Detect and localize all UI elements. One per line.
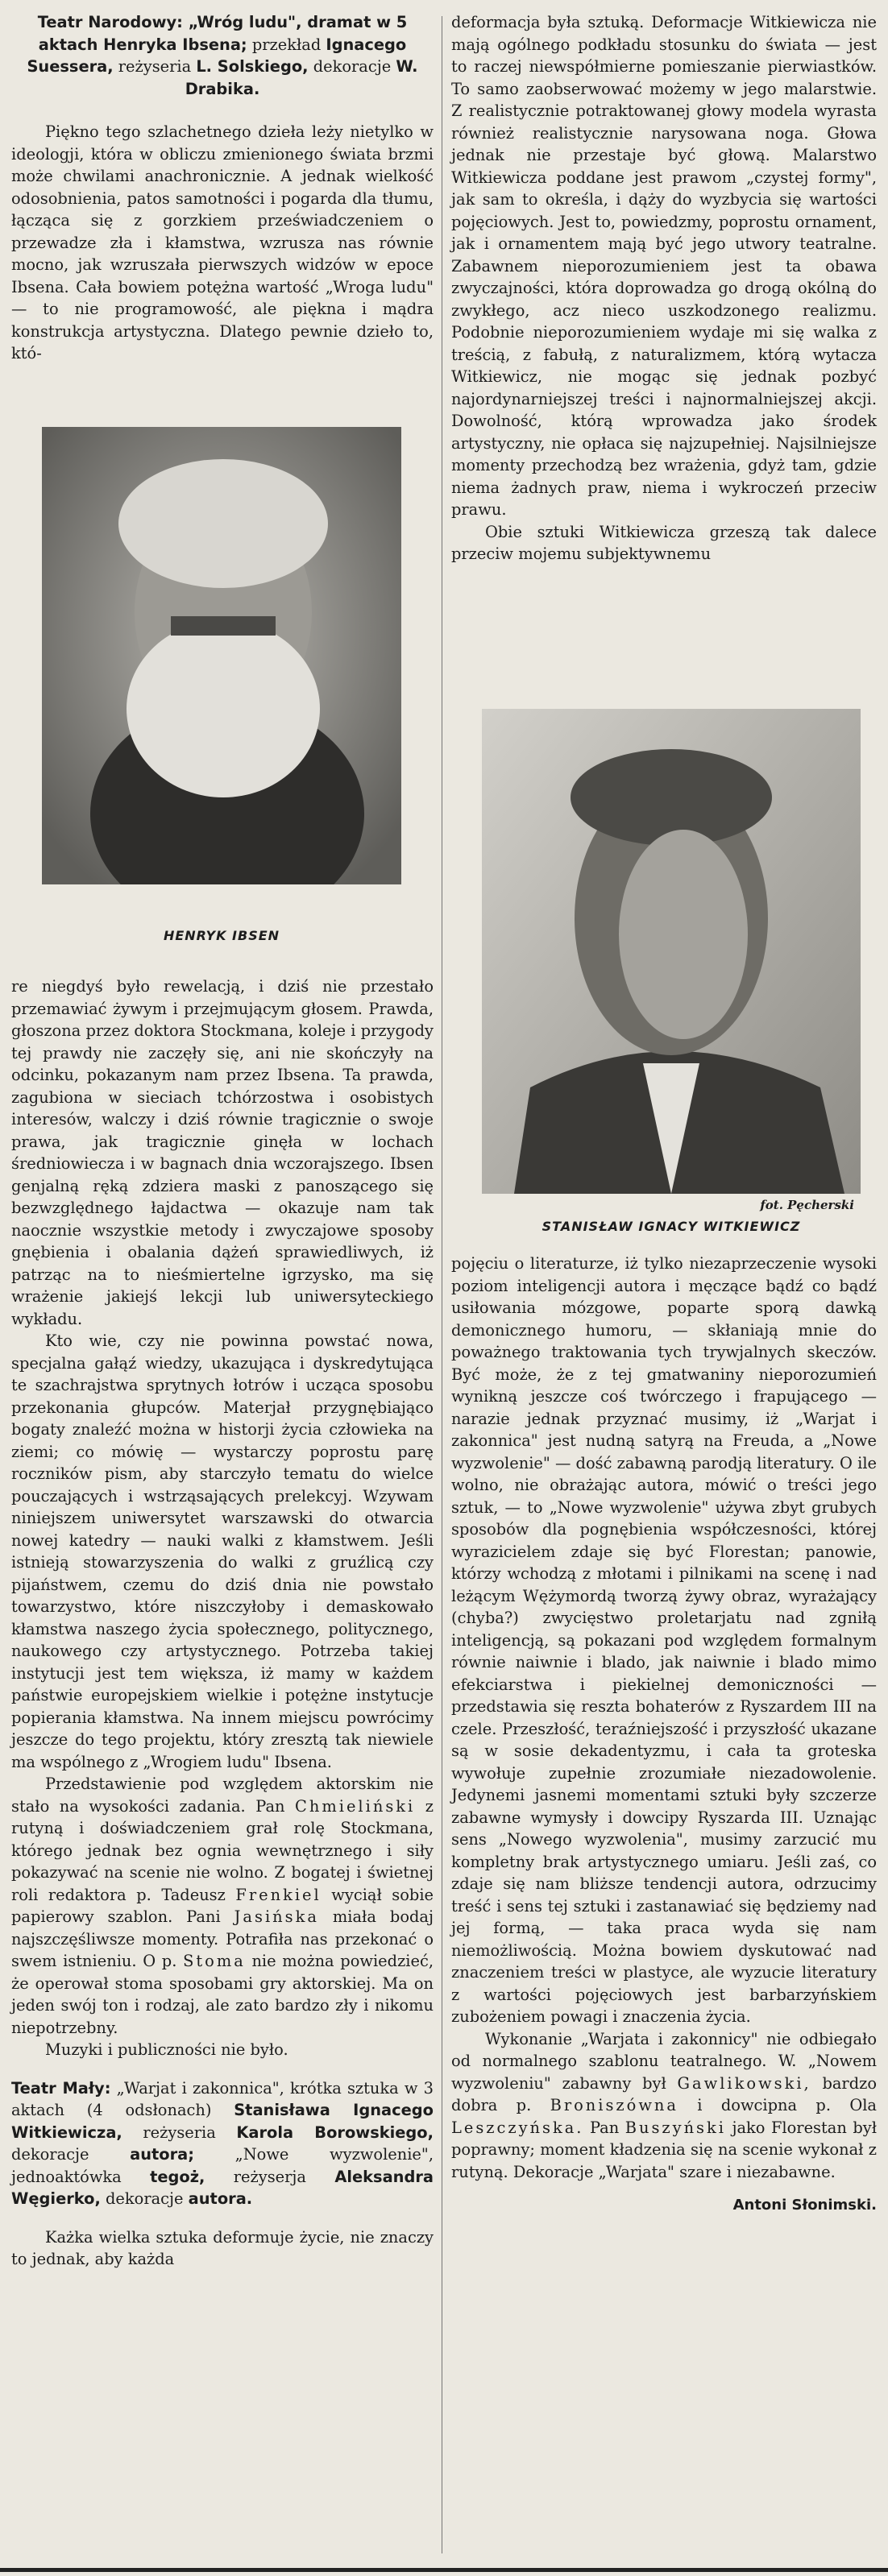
paragraph: Kto wie, czy nie powinna powstać nowa, specjalna gałąź wiedzy, ukazująca i dyskredytująca te szachrajstwa sprytnych łotrów i ucząca sposobu przekonania głupców. Materjał przygnębiająco bogaty znaleźć można w historji życia człowieka na ziemi; co mówię — wystarczy poprostu parę roczników pism, aby starczyło tematu do wielce pouczających i wstrząsających prelekcyj. Wzywam niniejszem uniwersytet warszawski do otwarcia nowej katedry — nauki walki z kłamstwem. Jeśli istnieją stowarzyszenia do walki z gruźlicą czy pijaństwem, czemu do dziś dnia nie powstało towarzystwo, które niszczyłoby i demaskowało kłamstwa naszego życia społecznego, politycznego, naukowego czy artystycznego. Potrzeba takiej instytucji jest tem większa, iż mamy w każdem państwie europejskiem wielkie i potężne instytucje popierania kłamstwa. Na innem miejscu powrócimy jeszcze do tego projektu, który zresztą tak niewiele ma wspólnego z „Wrogiem ludu" Ibsena. [11, 1331, 434, 1771]
photo-caption-ibsen: HENRYK IBSEN [163, 928, 280, 943]
paragraph: Każka wielka sztuka deformuje życie, nie znaczy to jednak, aby każda [11, 2227, 434, 2268]
paragraph: Obie sztuki Witkiewicza grzeszą tak dalece przeciw mojemu subjektywnemu [451, 522, 877, 563]
bottom-rule [0, 2568, 888, 2572]
paragraph: pojęciu o literaturze, iż tylko niezaprzeczenie wysoki poziom inteligencji autora i męczące bądź co bądź usiłowania mózgowe, poparte sporą dawką demonicznego humoru, — skłaniają mnie do poważnego traktowania tych trywjalnych skeczów. Być może, że z tej gmatwaniny nieporozumień wynikną jeszcze coś twórczego i frapującego — narazie jednak przyznać musimy, iż „Warjat i zakonnica" jest nudną satyrą na Freuda, a „Nowe wyzwolenie" — dość zabawną parodją literatury. O ile wolno, nie obrażając autora, mówić o treści jego sztuk, — to „Nowe wyzwolenie" używa zbyt grubych sposobów dla pognębienia współczesności, której wyrazicielem zdaje się być Florestan; panowie, którzy wchodzą z młotami i pilnikami na scenę i nad leżącym Wężymordą tworzą żywy obraz, wyrażający (chyba?) zwycięstwo proletarjatu nad zgniłą inteligencją, są pokazani pod względem formalnym równie naiwnie i blado, jak naiwnie i blado mimo efekciarstwa i piekielnej demoniczności — przedstawia się reszta bohaterów z Ryszardem III na czele. Przeszłość, teraźniejszość i przyszłość ukazane są w sosie dekadentyzmu, i cała ta groteska wywołuje zupełnie zrozumiałe niezadowolenie. Jedynemi jasnemi momentami sztuki były szczerze zabawne wymysły i dowcipy Ryszarda III. Uznając sens „Nowego wyzwolenia", musimy zarzucić mu kompletny brak artystycznego umiaru. Jeśli zaś, co zdaje się nam bliższe tendencji autora, odrzucimy treść i sens tej sztuki i zastanawiać się będziemy nad jej formą, — taka praca wyda się nam niemożliwością. Można bowiem dyskutować nad znaczeniem treści w plastyce, ale wyzucie literatury z wartości pojęciowych jest barbarzyńskiem zubożeniem powagi i znaczenia życia. [451, 1254, 877, 2026]
photo-caption-witkiewicz: STANISŁAW IGNACY WITKIEWICZ [542, 1219, 801, 1234]
column-left-bottom [11, 975, 434, 2271]
paragraph: re niegdyś było rewelacją, i dziś nie przestało przemawiać żywym i przejmującym głosem. Prawda, głoszona przez doktora Stockmana, koleje i przygody tej prawdy nie zaczęły się, ani nie skończyły na odcinku, pokazanym nam przez Ibsena. Ta prawda, zagubiona w sieciach tchórzostwa i osobistych interesów, walczy i dziś równie tragicznie o swoje prawa, jak tragicznie ginęła w lochach średniowiecza i w bagnach dnia wczorajszego. Ibsen genjalną ręką zdziera maski z panoszącego się bezwzględnego łajdactwa — okazuje nam tak naocznie wszystkie metody i zwyczajowe sposoby gnębienia i obalania dążeń sprawiedliwych, iż patrząc na to nieśmiertelne igrzysko, ma się wrażenie jakiejś lekcji lub uniwersyteckiego wykładu. [11, 977, 434, 1328]
paragraph-cast: Przedstawienie pod względem aktorskim nie stało na wysokości zadania. Pan Chmieliński z rutyną i doświadczeniem grał rolę Stockmana, którego jednak bez ognia wewnętrznego i siły pokazywać na scenie nie wolno. Z bogatej i świetnej roli redaktora p. Tadeusz Frenkiel wyciął sobie papierowy szablon. Pani Jasińska miała bodaj najszczęśliwsze momenty. Potrafiła nas przekonać o swem istnieniu. O p. Stoma nie można powiedzieć, że operował stoma sposobami gry aktorskiej. Ma on jeden swój ton i rodzaj, ale zato bardzo zły i nikomu niepotrzebny. [11, 1775, 434, 2037]
column-right-top [451, 11, 877, 565]
photo-credit: fot. Pęcherski [760, 1198, 854, 1212]
review-heading-teatr-narodowy: Teatr Narodowy: „Wróg ludu", dramat w 5 aktach Henryka Ibsena; przekład Ignacego Suessera, reżyseria L. Solskiego, dekoracje W. Drabika. [27, 13, 418, 98]
column-right-bottom [451, 1253, 877, 2217]
review-heading-teatr-maly: Teatr Mały: „Warjat i zakonnica", krótka sztuka w 3 aktach (4 odsłonach) Stanisława Ignacego Witkiewicza, reżyseria Karola Borowskiego, dekoracje autora; „Nowe wyzwolenie", jednoaktówka tegoż, reżyserja Aleksandra Węgierko, dekoracje autora. [11, 2078, 434, 2208]
portrait-photo-ibsen [42, 427, 401, 884]
portrait-photo-witkiewicz [482, 709, 861, 1194]
author-signature: Antoni Słonimski. [732, 2197, 877, 2214]
column-left-top [11, 11, 434, 365]
paragraph: deformacja była sztuką. Deformacje Witkiewicza nie mają ogólnego podkładu stosunku do świata — jest to raczej niewspółmierne pomieszanie pierwiastków. To samo zaobserwować możemy w jego malarstwie. Z realistycznie potraktowanej głowy modela wyrasta również realistycznie narysowana noga. Głowa jednak nie przestaje być głową. Malarstwo Witkiewicza poddane jest prawom „czystej formy", jak sam to określa, i dąży do wyzbycia się wartości pojęciowych. Jest to, powiedzmy, poprostu ornament, jak i ornamentem mają być jego utwory teatralne. Zabawnem nieporozumieniem jest ta obawa zwyczajności, która doprowadza go drogą okólną do zwykłego, acz nieco uszkodzonego realizmu. Podobnie nieporozumieniem wydaje mi się walka z treścią, z fabułą, z naturalizmem, którą wytacza Witkiewicz, nie mogąc się jednak pozbyć najordynarniejszej treści i najnormalniejszej akcji. Dowolność, którą wprowadza jako środek artystyczny, nie opłaca się najzupełniej. Najsilniejsze momenty przechodzą bez wrażenia, gdyż tam, gdzie niema żadnych praw, niema i wykroczeń przeciw prawu. [451, 13, 877, 519]
paragraph-cast: Wykonanie „Warjata i zakonnicy" nie odbiegało od normalnego szablonu teatralnego. W. „Nowem wyzwoleniu" zabawny był Gawlikowski, bardzo dobra p. Broniszówna i dowcipna p. Ola Leszczyńska. Pan Buszyński jako Florestan był poprawny; moment kładzenia się na scenie wykonał z rutyną. Dekoracje „Warjata" szare i niezabawne. [451, 2029, 877, 2181]
paragraph: Muzyki i publiczności nie było. [45, 2040, 288, 2059]
paragraph: Piękno tego szlachetnego dzieła leży nietylko w ideologji, która w obliczu zmienionego świata brzmi może chwilami anachronicznie. A jednak wielkość odosobnienia, patos samotności i pogarda dla tłumu, łącząca się z gorzkiem przeświadczeniem o przewadze zła i kłamstwa, wzrusza nas równie mocno, jak wzruszała pierwszych widzów w epoce Ibsena. Cała bowiem potężna wartość „Wroga ludu" — to nie programowość, ale piękna i mądra konstrukcja artystyczna. Dlatego pewnie dzieło to, któ- [11, 122, 434, 362]
